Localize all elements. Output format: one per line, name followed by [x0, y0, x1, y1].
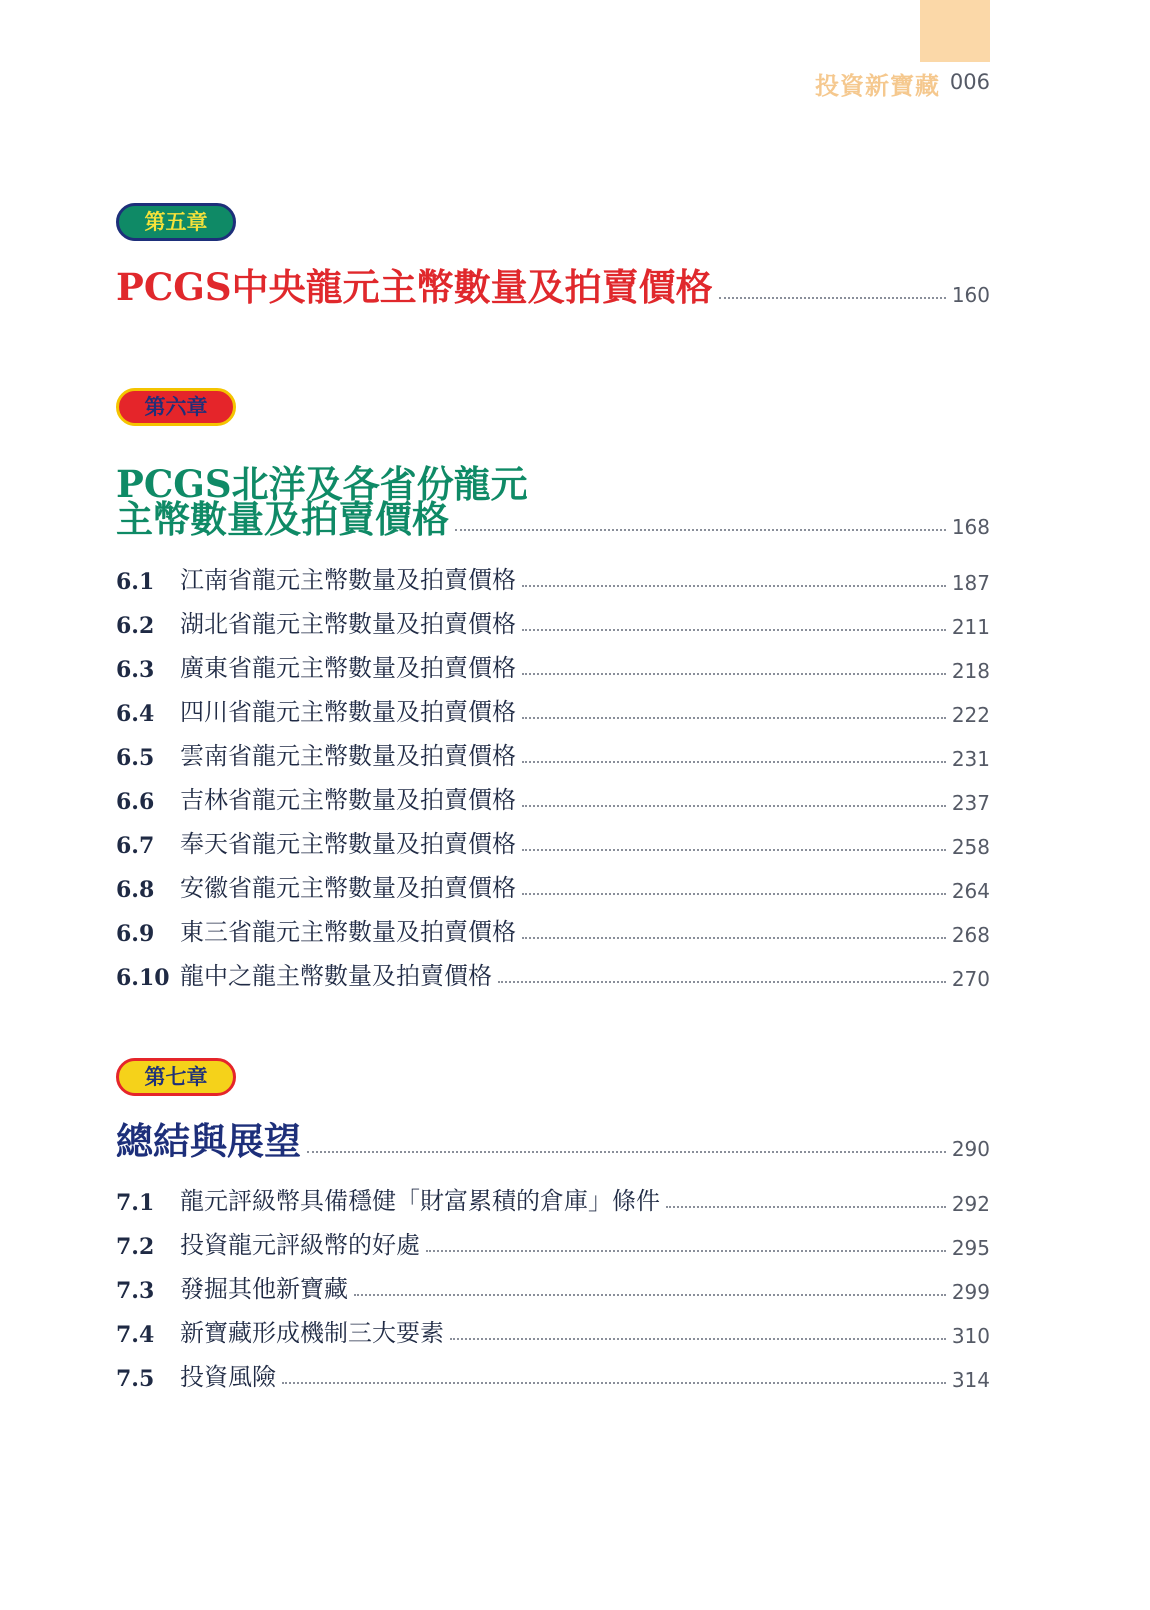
- entry-title: 雲南省龍元主幣數量及拍賣價格: [180, 742, 516, 770]
- dot-leader: [354, 1294, 946, 1296]
- toc-entry[interactable]: [116, 947, 990, 991]
- entry-title: 新寶藏形成機制三大要素: [180, 1319, 444, 1347]
- chapter-6-title-line2: 主幣數量及拍賣價格: [116, 497, 449, 541]
- page-number: 006: [949, 70, 990, 94]
- dot-leader: [522, 849, 946, 851]
- chapter-5-page: 160: [951, 282, 990, 307]
- toc-entry[interactable]: [116, 859, 990, 903]
- dot-leader: [522, 937, 946, 939]
- entry-title: 湖北省龍元主幣數量及拍賣價格: [180, 610, 516, 638]
- entry-number: 6.2: [116, 613, 155, 639]
- toc-entry[interactable]: [116, 1172, 990, 1216]
- entry-title: 龍元評級幣具備穩健「財富累積的倉庫」條件: [180, 1187, 660, 1215]
- entry-page: 310: [951, 1324, 990, 1348]
- dot-leader: [666, 1206, 946, 1208]
- chapter-7-badge: 第七章: [116, 1058, 236, 1096]
- entry-title: 安徽省龍元主幣數量及拍賣價格: [180, 874, 516, 902]
- dot-leader: [426, 1250, 946, 1252]
- corner-tab: [920, 0, 990, 62]
- chapter-6-title-line1: PCGS北洋及各省份龍元: [116, 462, 528, 506]
- entry-title: 東三省龍元主幣數量及拍賣價格: [180, 918, 516, 946]
- toc-entry[interactable]: [116, 639, 990, 683]
- entry-title: 投資龍元評級幣的好處: [180, 1231, 420, 1259]
- entry-number: 6.3: [116, 657, 155, 683]
- entry-number: 7.3: [116, 1278, 155, 1304]
- entry-page: 264: [951, 879, 990, 903]
- dot-leader: [522, 893, 946, 895]
- chapter-6-page: 168: [951, 514, 990, 539]
- entry-page: 258: [951, 835, 990, 859]
- entry-title: 四川省龍元主幣數量及拍賣價格: [180, 698, 516, 726]
- entry-page: 299: [951, 1280, 990, 1304]
- entry-number: 7.4: [116, 1322, 155, 1348]
- toc-entry[interactable]: [116, 1216, 990, 1260]
- entry-number: 6.10: [116, 965, 170, 991]
- entry-page: 268: [951, 923, 990, 947]
- entry-number: 6.9: [116, 921, 155, 947]
- dot-leader: [307, 1151, 946, 1153]
- entry-page: 295: [951, 1236, 990, 1260]
- toc-entry[interactable]: [116, 595, 990, 639]
- entry-number: 6.5: [116, 745, 155, 771]
- entry-title: 吉林省龍元主幣數量及拍賣價格: [180, 786, 516, 814]
- entry-page: 270: [951, 967, 990, 991]
- toc-entry[interactable]: [116, 771, 990, 815]
- chapter-7-title: 總結與展望: [116, 1119, 301, 1163]
- chapter-6-heading[interactable]: [116, 498, 990, 541]
- entry-title: 龍中之龍主幣數量及拍賣價格: [180, 962, 492, 990]
- dot-leader: [498, 981, 946, 983]
- chapter-6-badge: 第六章: [116, 388, 236, 426]
- toc-entry[interactable]: [116, 903, 990, 947]
- entry-page: 222: [951, 703, 990, 727]
- toc-entry[interactable]: [116, 1348, 990, 1392]
- chapter-6-entries: [116, 551, 990, 991]
- entry-page: 292: [951, 1192, 990, 1216]
- chapter-5-heading[interactable]: [116, 266, 990, 309]
- entry-page: 218: [951, 659, 990, 683]
- dot-leader: [450, 1338, 946, 1340]
- dot-leader: [522, 673, 946, 675]
- dot-leader: [522, 629, 946, 631]
- entry-page: 231: [951, 747, 990, 771]
- chapter-5-badge: 第五章: [116, 203, 236, 241]
- toc-entry[interactable]: [116, 1304, 990, 1348]
- entry-title: 廣東省龍元主幣數量及拍賣價格: [180, 654, 516, 682]
- entry-title: 發掘其他新寶藏: [180, 1275, 348, 1303]
- entry-number: 6.6: [116, 789, 155, 815]
- chapter-5-title: PCGS中央龍元主幣數量及拍賣價格: [116, 265, 713, 309]
- toc-entry[interactable]: [116, 551, 990, 595]
- toc-entry[interactable]: [116, 1260, 990, 1304]
- entry-number: 7.5: [116, 1366, 155, 1392]
- entry-number: 6.1: [116, 569, 155, 595]
- toc-entry[interactable]: [116, 815, 990, 859]
- entry-number: 7.1: [116, 1190, 155, 1216]
- dot-leader: [282, 1382, 946, 1384]
- entry-number: 6.8: [116, 877, 155, 903]
- running-title: 投資新寶藏: [815, 71, 940, 100]
- dot-leader: [522, 717, 946, 719]
- dot-leader: [522, 761, 946, 763]
- entry-number: 6.4: [116, 701, 155, 727]
- entry-number: 7.2: [116, 1234, 155, 1260]
- dot-leader: [522, 585, 946, 587]
- chapter-7-heading[interactable]: [116, 1120, 990, 1163]
- toc-entry[interactable]: [116, 727, 990, 771]
- entry-page: 314: [951, 1368, 990, 1392]
- chapter-7-page: 290: [951, 1136, 990, 1161]
- entry-number: 6.7: [116, 833, 155, 859]
- dot-leader: [719, 297, 946, 299]
- dot-leader: [455, 529, 946, 531]
- entry-page: 211: [951, 615, 990, 639]
- toc-entry[interactable]: [116, 683, 990, 727]
- entry-title: 江南省龍元主幣數量及拍賣價格: [180, 566, 516, 594]
- chapter-7-entries: [116, 1172, 990, 1392]
- entry-title: 奉天省龍元主幣數量及拍賣價格: [180, 830, 516, 858]
- entry-page: 187: [951, 571, 990, 595]
- dot-leader: [522, 805, 946, 807]
- entry-page: 237: [951, 791, 990, 815]
- entry-title: 投資風險: [180, 1363, 276, 1391]
